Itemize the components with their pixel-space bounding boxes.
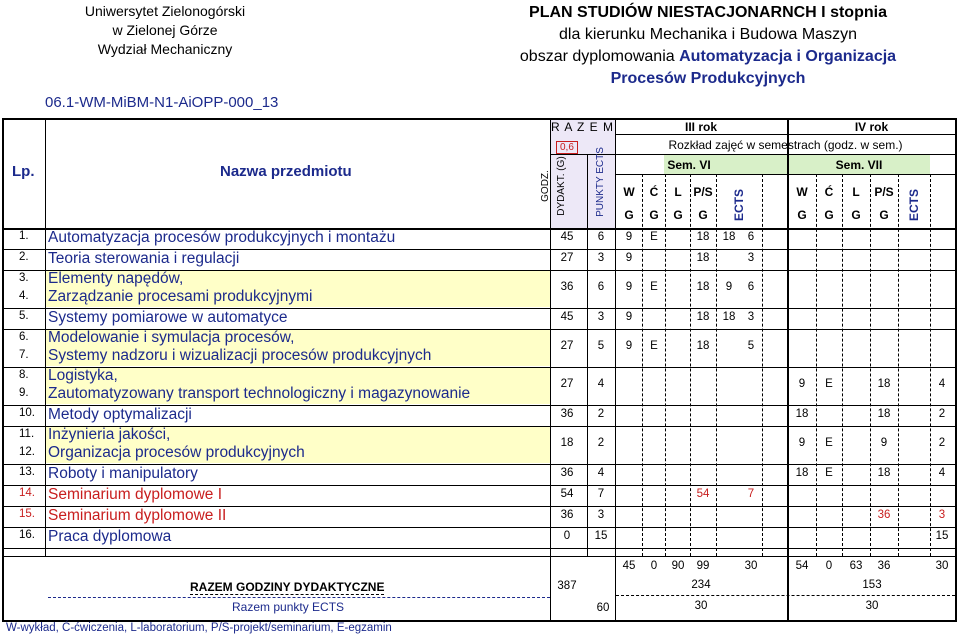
semester-value: 9	[798, 378, 806, 390]
hours-total: 54	[560, 487, 574, 500]
hours-total: 45	[560, 310, 574, 323]
semester-value: E	[825, 466, 833, 479]
plan-title: PLAN STUDIÓW NIESTACJONARNCH I stopnia	[529, 4, 887, 21]
hours-total: 36	[560, 466, 574, 479]
subject-name: Organizacja procesów produkcyjnych	[48, 444, 305, 461]
ects-total: 2	[597, 407, 605, 420]
dydakt-label: DYDAKT. (G)	[556, 156, 567, 216]
sum-value: 63	[849, 560, 863, 572]
row-number: 4.	[19, 290, 29, 302]
sem7-ects-header: ECTS	[907, 189, 921, 222]
row-number: 11.	[19, 428, 35, 440]
sum-value: 54	[795, 560, 809, 572]
row-number: 13.	[19, 466, 35, 478]
sem6-g-header: G	[698, 208, 708, 222]
semester-value: 9	[625, 251, 633, 264]
ects-total: 2	[597, 437, 605, 449]
row-number: 10.	[19, 407, 35, 419]
ects-total: 3	[597, 251, 605, 264]
sem7-col-header: Ć	[824, 185, 834, 199]
sem6-col-header: L	[674, 185, 682, 199]
sem7-total: 153	[862, 579, 882, 591]
subject-name: Automatyzacja procesów produkcyjnych i montażu	[48, 229, 396, 246]
lp-header: Lp.	[12, 163, 35, 180]
semester-value: 9	[625, 340, 633, 352]
subject-name: Modelowanie i symulacja procesów,	[48, 329, 295, 346]
sem6-g-header: G	[649, 208, 659, 222]
sum-value: 45	[622, 560, 636, 572]
hours-total: 0	[563, 529, 571, 542]
semester-value: 3	[747, 310, 755, 323]
semester-value: 3	[938, 508, 946, 521]
row-number: 7.	[19, 349, 29, 361]
sem7-col-header: P/S	[874, 185, 894, 199]
year4-label: IV rok	[854, 120, 889, 134]
ects-total: 15	[594, 529, 608, 542]
semester-value: 18	[696, 340, 710, 352]
year3-label: III rok	[684, 120, 717, 134]
legend: W-wykład, Ć-ćwiczenia, L-laboratorium, P/S-projekt/seminarium, E-egzamin	[6, 622, 392, 634]
semester-value: 9	[625, 281, 633, 293]
hours-total: 45	[560, 230, 574, 243]
sem6-col-header: P/S	[693, 185, 713, 199]
ects-total: 4	[597, 378, 605, 390]
subject-name: Teoria sterowania i regulacji	[48, 250, 240, 267]
hours-total: 27	[560, 251, 574, 264]
sem6-total: 234	[691, 579, 711, 591]
hours-total: 36	[560, 407, 574, 420]
semester-value: 18	[877, 378, 891, 390]
row-number: 9.	[19, 387, 29, 399]
sem7-col-header: W	[796, 185, 808, 199]
subject-name: Praca dyplomowa	[48, 528, 172, 545]
plan-title-block	[468, 2, 948, 90]
sem7-g-header: G	[797, 208, 807, 222]
semester-value: 9	[725, 281, 733, 293]
semester-value: 6	[747, 281, 755, 293]
godz-label: GODZ.	[540, 170, 551, 202]
semester-value: 7	[747, 487, 755, 500]
hours-total: 27	[560, 378, 574, 390]
semester-value: 2	[938, 437, 946, 449]
plan-specialty-cont: Procesów Produkcyjnych	[610, 70, 806, 87]
semester-value: 18	[877, 466, 891, 479]
semester-value: 9	[625, 310, 633, 323]
semester-value: 18	[696, 281, 710, 293]
sum-value: 36	[877, 560, 891, 572]
subject-name: Seminarium dyplomowe II	[48, 507, 227, 524]
subject-name: Seminarium dyplomowe I	[48, 486, 223, 503]
plan-code: 06.1-WM-MiBM-N1-AiOPP-000_13	[45, 94, 279, 111]
semester-value: E	[825, 378, 833, 390]
sem6-ects: 30	[694, 600, 708, 612]
semester-value: 9	[798, 437, 806, 449]
row-number: 8.	[19, 369, 29, 381]
hours-total: 36	[560, 508, 574, 521]
semester-value: 18	[722, 230, 736, 243]
sem6-label: Sem. VI	[667, 158, 711, 172]
hours-total: 36	[560, 281, 574, 293]
sum-value: 0	[650, 560, 658, 572]
sum-value: 90	[671, 560, 685, 572]
semester-value: E	[825, 437, 833, 449]
razem-header: R A Z E M	[551, 120, 615, 134]
semester-value: 6	[747, 230, 755, 243]
subject-name: Roboty i manipulatory	[48, 465, 198, 482]
semester-value: 9	[880, 437, 888, 449]
sem7-ects: 30	[865, 600, 879, 612]
sem6-g-header: G	[624, 208, 634, 222]
subject-header: Nazwa przedmiotu	[220, 163, 352, 180]
sem6-col-header: Ć	[649, 185, 659, 199]
subject-name: Systemy pomiarowe w automatyce	[48, 309, 288, 326]
ects-divider	[48, 597, 550, 598]
subject-name: Zarządzanie procesami produkcyjnymi	[48, 288, 313, 305]
subject-name: Metody optymalizacji	[48, 406, 192, 423]
ects-total: 7	[597, 487, 605, 500]
sem7-g-header: G	[879, 208, 889, 222]
plan-specialty: obszar dyplomowania Automatyzacja i Organizacja	[519, 48, 897, 65]
sum-value: 30	[744, 560, 758, 572]
sem6-ects-header: ECTS	[732, 189, 746, 222]
sem6-col-header: W	[623, 185, 635, 199]
semester-value: E	[650, 281, 658, 293]
sem7-g-header: G	[851, 208, 861, 222]
totals-divider	[616, 595, 955, 596]
ects-total: 6	[597, 230, 605, 243]
semester-value: 54	[696, 487, 710, 500]
hours-total: 18	[560, 437, 574, 449]
sum-value: 99	[696, 560, 710, 572]
subject-name: Logistyka,	[48, 367, 118, 384]
ects-total: 3	[597, 508, 605, 521]
row-separator	[2, 367, 957, 368]
subject-name: Zautomatyzowany transport technologiczny i magazynowanie	[48, 385, 471, 402]
semester-value: 9	[625, 230, 633, 243]
semester-value: 4	[938, 466, 946, 479]
ects-sum: 60	[596, 602, 610, 614]
row-number: 5.	[19, 310, 29, 322]
semester-value: 18	[696, 251, 710, 264]
semester-value: 18	[696, 230, 710, 243]
row-number: 6.	[19, 331, 29, 343]
factor-badge: 0,6	[556, 141, 578, 154]
schedule-label: Rozkład zajęć w semestrach (godz. w sem.)	[668, 138, 903, 152]
sum-value: 30	[935, 560, 949, 572]
row-number: 12.	[19, 446, 35, 458]
row-separator	[2, 548, 957, 549]
plan-field: dla kierunku Mechanika i Budowa Maszyn	[559, 26, 857, 43]
sem7-col-header: L	[852, 185, 860, 199]
semester-value: 15	[935, 529, 949, 542]
semester-value: 18	[696, 310, 710, 323]
hours-total: 27	[560, 340, 574, 352]
ects-total: 4	[597, 466, 605, 479]
ects-total: 3	[597, 310, 605, 323]
semester-value: 18	[795, 466, 809, 479]
semester-value: E	[650, 230, 658, 243]
sem7-label: Sem. VII	[835, 158, 883, 172]
sem7-g-header: G	[824, 208, 834, 222]
ects-label: Razem punkty ECTS	[232, 600, 345, 614]
ects-total: 6	[597, 281, 605, 293]
row-number: 16.	[19, 529, 35, 541]
row-number: 2.	[19, 251, 29, 263]
razem-label: RAZEM GODZINY DYDAKTYCZNE	[190, 580, 385, 594]
semester-value: 4	[938, 378, 946, 390]
subject-name: Systemy nadzoru i wizualizacji procesów produkcyjnych	[48, 347, 432, 364]
row-number: 3.	[19, 272, 29, 284]
row-number: 14.	[19, 487, 35, 499]
sem6-g-header: G	[673, 208, 683, 222]
semester-value: 18	[795, 407, 809, 420]
sum-value: 0	[825, 560, 833, 572]
semester-value: 36	[877, 508, 891, 521]
semester-value: 2	[938, 407, 946, 420]
subject-name: Elementy napędów,	[48, 270, 184, 287]
semester-value: E	[650, 340, 658, 352]
ects-total: 5	[597, 340, 605, 352]
university-name: Uniwersytet Zielonogórski w Zielonej Górze Wydział Mechaniczny	[84, 3, 246, 57]
subject-name: Inżynieria jakości,	[48, 426, 171, 443]
row-number: 15.	[19, 508, 35, 520]
row-number: 1.	[19, 230, 29, 242]
semester-value: 18	[877, 407, 891, 420]
semester-value: 3	[747, 251, 755, 264]
semester-value: 5	[747, 340, 755, 352]
razem-value: 387	[557, 580, 577, 592]
semester-value: 18	[722, 310, 736, 323]
ects-points-label: PUNKTY ECTS	[595, 147, 606, 217]
